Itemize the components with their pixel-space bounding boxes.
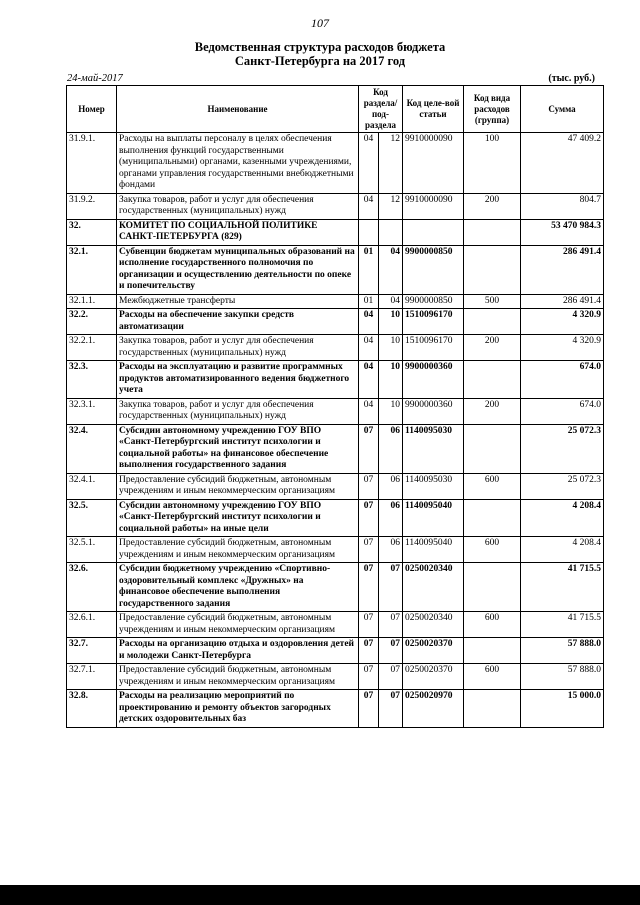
row-sum: 4 320.9 bbox=[521, 335, 604, 361]
row-razdel: 04 bbox=[359, 133, 379, 194]
table-row bbox=[67, 537, 604, 563]
table-row bbox=[67, 133, 604, 194]
table-row bbox=[67, 219, 604, 245]
row-razdel: 07 bbox=[359, 690, 379, 728]
row-sum: 41 715.5 bbox=[521, 563, 604, 612]
row-expense-type: 600 bbox=[464, 664, 521, 690]
table-row bbox=[67, 499, 604, 537]
row-razdel: 01 bbox=[359, 245, 379, 294]
row-target-code: 1140095030 bbox=[403, 424, 464, 473]
row-expense-type: 200 bbox=[464, 398, 521, 424]
table-row bbox=[67, 473, 604, 499]
row-razdel: 07 bbox=[359, 563, 379, 612]
budget-table bbox=[66, 85, 604, 728]
row-expense-type bbox=[464, 638, 521, 664]
row-podrazdel: 04 bbox=[379, 294, 403, 309]
table-row bbox=[67, 193, 604, 219]
row-podrazdel: 06 bbox=[379, 537, 403, 563]
table-header-row bbox=[67, 86, 604, 133]
row-podrazdel bbox=[379, 219, 403, 245]
row-name: Расходы на выплаты персоналу в целях обеспечения выполнения функций государственными (муниципальными) органами, казенными учреждениями, органами управления государственными внебюджетными фондами bbox=[117, 133, 359, 194]
row-name: Предоставление субсидий бюджетным, автономным учреждениям и иным некоммерческим организациям bbox=[117, 664, 359, 690]
row-number: 32.1. bbox=[67, 245, 117, 294]
row-razdel: 04 bbox=[359, 361, 379, 399]
row-number: 32.7. bbox=[67, 638, 117, 664]
row-name: Расходы на реализацию мероприятий по проектированию и ремонту объектов загородных детских оздоровительных баз bbox=[117, 690, 359, 728]
row-target-code: 9900000850 bbox=[403, 294, 464, 309]
row-target-code: 0250020340 bbox=[403, 612, 464, 638]
table-row bbox=[67, 690, 604, 728]
row-podrazdel: 04 bbox=[379, 245, 403, 294]
table-row bbox=[67, 361, 604, 399]
row-razdel: 04 bbox=[359, 309, 379, 335]
row-target-code bbox=[403, 219, 464, 245]
row-razdel: 04 bbox=[359, 193, 379, 219]
row-name: Предоставление субсидий бюджетным, автономным учреждениям и иным некоммерческим организациям bbox=[117, 612, 359, 638]
row-sum: 4 208.4 bbox=[521, 499, 604, 537]
row-expense-type bbox=[464, 361, 521, 399]
row-podrazdel: 07 bbox=[379, 690, 403, 728]
row-target-code: 0250020370 bbox=[403, 664, 464, 690]
row-number: 32.8. bbox=[67, 690, 117, 728]
table-row bbox=[67, 398, 604, 424]
title-line-1: Ведомственная структура расходов бюджета bbox=[194, 40, 446, 54]
row-name: Субсидии автономному учреждению ГОУ ВПО «Санкт-Петербургский институт психологии и социальной работы» на иные цели bbox=[117, 499, 359, 537]
row-expense-type: 200 bbox=[464, 335, 521, 361]
row-target-code: 0250020970 bbox=[403, 690, 464, 728]
row-podrazdel: 06 bbox=[379, 473, 403, 499]
row-expense-type bbox=[464, 219, 521, 245]
header-vid: Код вида расходов (группа) bbox=[464, 86, 521, 133]
title-line-2: Санкт-Петербурга на 2017 год bbox=[234, 54, 406, 68]
row-sum: 41 715.5 bbox=[521, 612, 604, 638]
table-row bbox=[67, 245, 604, 294]
row-razdel: 04 bbox=[359, 335, 379, 361]
row-number: 32.5.1. bbox=[67, 537, 117, 563]
row-podrazdel: 06 bbox=[379, 499, 403, 537]
table-row bbox=[67, 424, 604, 473]
row-razdel: 07 bbox=[359, 424, 379, 473]
row-podrazdel: 07 bbox=[379, 612, 403, 638]
row-podrazdel: 10 bbox=[379, 398, 403, 424]
row-name: Закупка товаров, работ и услуг для обеспечения государственных (муниципальных) нужд bbox=[117, 193, 359, 219]
row-expense-type bbox=[464, 309, 521, 335]
row-expense-type: 600 bbox=[464, 537, 521, 563]
row-expense-type bbox=[464, 690, 521, 728]
table-row bbox=[67, 335, 604, 361]
row-razdel: 07 bbox=[359, 473, 379, 499]
row-podrazdel: 07 bbox=[379, 563, 403, 612]
row-sum: 53 470 984.3 bbox=[521, 219, 604, 245]
row-sum: 4 320.9 bbox=[521, 309, 604, 335]
row-name: КОМИТЕТ ПО СОЦИАЛЬНОЙ ПОЛИТИКЕ САНКТ-ПЕТЕРБУРГА (829) bbox=[117, 219, 359, 245]
table-row bbox=[67, 664, 604, 690]
row-podrazdel: 12 bbox=[379, 193, 403, 219]
row-podrazdel: 07 bbox=[379, 664, 403, 690]
row-sum: 674.0 bbox=[521, 361, 604, 399]
scan-bottom-edge bbox=[0, 885, 640, 905]
row-target-code: 0250020340 bbox=[403, 563, 464, 612]
row-number: 32.6.1. bbox=[67, 612, 117, 638]
row-target-code: 1140095040 bbox=[403, 499, 464, 537]
row-razdel: 07 bbox=[359, 499, 379, 537]
row-name: Предоставление субсидий бюджетным, автономным учреждениям и иным некоммерческим организациям bbox=[117, 473, 359, 499]
row-expense-type: 100 bbox=[464, 133, 521, 194]
row-expense-type bbox=[464, 499, 521, 537]
row-expense-type: 500 bbox=[464, 294, 521, 309]
row-sum: 4 208.4 bbox=[521, 537, 604, 563]
row-target-code: 1510096170 bbox=[403, 335, 464, 361]
table-row bbox=[67, 563, 604, 612]
table-row bbox=[67, 638, 604, 664]
row-expense-type: 600 bbox=[464, 473, 521, 499]
row-razdel: 04 bbox=[359, 398, 379, 424]
row-podrazdel: 12 bbox=[379, 133, 403, 194]
row-sum: 286 491.4 bbox=[521, 294, 604, 309]
row-number: 31.9.2. bbox=[67, 193, 117, 219]
row-podrazdel: 10 bbox=[379, 335, 403, 361]
table-row bbox=[67, 294, 604, 309]
row-number: 32.1.1. bbox=[67, 294, 117, 309]
row-number: 32.7.1. bbox=[67, 664, 117, 690]
row-name: Закупка товаров, работ и услуг для обеспечения государственных (муниципальных) нужд bbox=[117, 335, 359, 361]
row-expense-type bbox=[464, 563, 521, 612]
row-number: 32.5. bbox=[67, 499, 117, 537]
row-sum: 47 409.2 bbox=[521, 133, 604, 194]
row-target-code: 1510096170 bbox=[403, 309, 464, 335]
row-number: 31.9.1. bbox=[67, 133, 117, 194]
row-podrazdel: 06 bbox=[379, 424, 403, 473]
row-number: 32.4.1. bbox=[67, 473, 117, 499]
row-name: Расходы на эксплуатацию и развитие программных продуктов автоматизированного ведения бюджетного учета bbox=[117, 361, 359, 399]
row-sum: 25 072.3 bbox=[521, 473, 604, 499]
row-number: 32. bbox=[67, 219, 117, 245]
header-razdel: Код раздела/ под-раздела bbox=[359, 86, 403, 133]
row-sum: 15 000.0 bbox=[521, 690, 604, 728]
row-podrazdel: 10 bbox=[379, 361, 403, 399]
row-target-code: 1140095040 bbox=[403, 537, 464, 563]
row-sum: 25 072.3 bbox=[521, 424, 604, 473]
row-number: 32.2.1. bbox=[67, 335, 117, 361]
row-expense-type: 200 bbox=[464, 193, 521, 219]
row-sum: 286 491.4 bbox=[521, 245, 604, 294]
header-name: Наименование bbox=[117, 86, 359, 133]
row-sum: 57 888.0 bbox=[521, 638, 604, 664]
row-razdel: 07 bbox=[359, 537, 379, 563]
row-expense-type bbox=[464, 245, 521, 294]
row-target-code: 9910000090 bbox=[403, 133, 464, 194]
row-target-code: 9900000850 bbox=[403, 245, 464, 294]
row-name: Субвенции бюджетам муниципальных образований на исполнение государственного полномочия по организации и осуществлению деятельности по опеке и попечительству bbox=[117, 245, 359, 294]
header-number: Номер bbox=[67, 86, 117, 133]
row-name: Межбюджетные трансферты bbox=[117, 294, 359, 309]
row-name: Расходы на обеспечение закупки средств автоматизации bbox=[117, 309, 359, 335]
row-target-code: 9900000360 bbox=[403, 398, 464, 424]
row-razdel: 07 bbox=[359, 638, 379, 664]
row-target-code: 9910000090 bbox=[403, 193, 464, 219]
table-body bbox=[67, 133, 604, 728]
row-number: 32.2. bbox=[67, 309, 117, 335]
row-sum: 674.0 bbox=[521, 398, 604, 424]
row-target-code: 1140095030 bbox=[403, 473, 464, 499]
row-number: 32.3. bbox=[67, 361, 117, 399]
table-row bbox=[67, 309, 604, 335]
row-name: Субсидии бюджетному учреждению «Спортивно-оздоровительный комплекс «Дружных» на финансовое обеспечение выполнения государственного задания bbox=[117, 563, 359, 612]
row-razdel bbox=[359, 219, 379, 245]
row-expense-type: 600 bbox=[464, 612, 521, 638]
row-sum: 804.7 bbox=[521, 193, 604, 219]
document-title bbox=[0, 40, 640, 68]
row-podrazdel: 07 bbox=[379, 638, 403, 664]
page-number: 107 bbox=[311, 16, 329, 30]
row-expense-type bbox=[464, 424, 521, 473]
row-number: 32.3.1. bbox=[67, 398, 117, 424]
row-number: 32.6. bbox=[67, 563, 117, 612]
row-number: 32.4. bbox=[67, 424, 117, 473]
row-name: Субсидии автономному учреждению ГОУ ВПО «Санкт-Петербургский институт психологии и социальной работы» на финансовое обеспечение выполнения государственного задания bbox=[117, 424, 359, 473]
document-date: 24-май-2017 bbox=[67, 73, 123, 84]
row-name: Расходы на организацию отдыха и оздоровления детей и молодежи Санкт-Петербурга bbox=[117, 638, 359, 664]
row-razdel: 01 bbox=[359, 294, 379, 309]
row-razdel: 07 bbox=[359, 664, 379, 690]
table-row bbox=[67, 612, 604, 638]
row-target-code: 9900000360 bbox=[403, 361, 464, 399]
row-name: Закупка товаров, работ и услуг для обеспечения государственных (муниципальных) нужд bbox=[117, 398, 359, 424]
row-name: Предоставление субсидий бюджетным, автономным учреждениям и иным некоммерческим организациям bbox=[117, 537, 359, 563]
row-podrazdel: 10 bbox=[379, 309, 403, 335]
header-sum: Сумма bbox=[521, 86, 604, 133]
row-razdel: 07 bbox=[359, 612, 379, 638]
units-label: (тыс. руб.) bbox=[548, 73, 595, 84]
row-sum: 57 888.0 bbox=[521, 664, 604, 690]
row-target-code: 0250020370 bbox=[403, 638, 464, 664]
header-target: Код целе-вой статьи bbox=[403, 86, 464, 133]
